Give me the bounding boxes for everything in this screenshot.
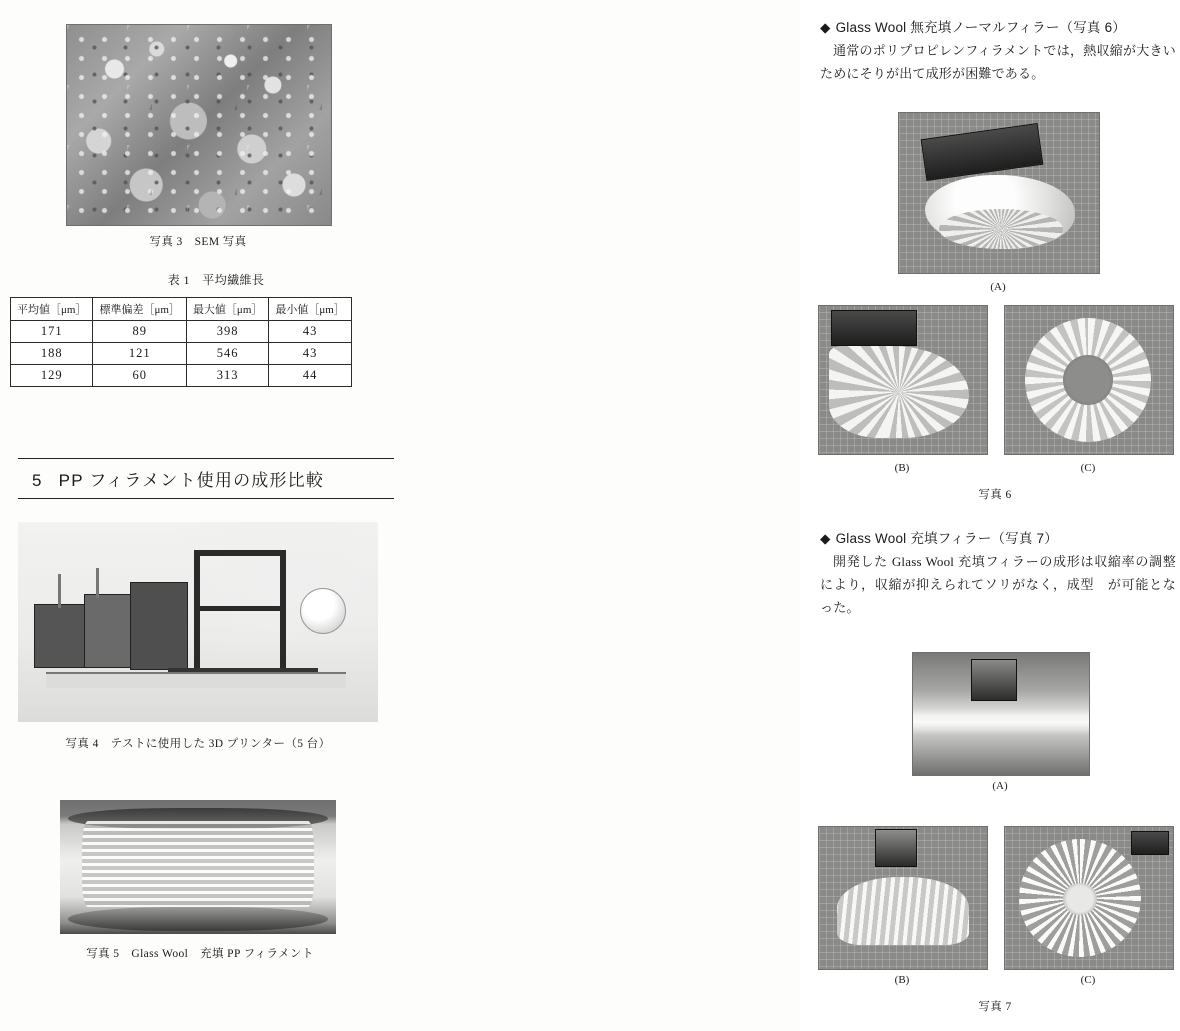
table-header-cell: 最大値［μm］ xyxy=(186,298,268,321)
table-cell: 188 xyxy=(11,343,93,365)
paragraph-2: 開発した Glass Wool 充填フィラーの成形は収縮率の調整により，収縮が抑えられてソリがなく，成型 が可能となった。 xyxy=(820,554,1176,615)
filament-photo-image xyxy=(60,800,336,934)
photo6-caption: 写真 6 xyxy=(978,489,1012,501)
table-header-cell: 平均値［μm］ xyxy=(11,298,93,321)
section-title: PP フィラメント使用の成形比較 xyxy=(58,471,325,490)
printer-unit-1 xyxy=(34,604,88,668)
photo6c-subcaption: (C) xyxy=(1080,462,1096,474)
photo7c-subcaption: (C) xyxy=(1080,974,1096,986)
print-head-block xyxy=(1131,831,1169,855)
table-row xyxy=(11,321,352,343)
table-cell: 43 xyxy=(269,343,351,365)
printer-post-1 xyxy=(58,574,61,608)
table-cell: 43 xyxy=(269,321,351,343)
impeller-hub xyxy=(1063,883,1097,915)
photo6b-image xyxy=(818,305,988,455)
print-head-block xyxy=(875,829,917,867)
photo5-caption: 写真 5 Glass Wool 充填 PP フィラメント xyxy=(86,948,314,960)
printer-unit-2 xyxy=(84,594,132,668)
photo6b-subcaption: (B) xyxy=(894,462,910,474)
printer-gantry xyxy=(194,606,286,611)
photo6a-subcaption: (A) xyxy=(990,281,1006,293)
photo6c-image xyxy=(1004,305,1174,455)
paragraph-1: 通常のポリプロピレンフィラメントでは，熱収縮が大きいためにそりが出て成形が困難である。 xyxy=(820,43,1176,81)
table-row xyxy=(11,365,352,387)
table-header-row xyxy=(11,298,352,321)
bullet-heading-1 xyxy=(820,16,1180,36)
section-number: 5 xyxy=(32,471,43,490)
table-cell: 121 xyxy=(93,343,186,365)
photo7b-subcaption: (B) xyxy=(894,974,910,986)
bullet-heading-2 xyxy=(820,527,1180,547)
printer-post-2 xyxy=(96,568,99,598)
sem-photo-image xyxy=(66,24,332,226)
filament-winding-texture xyxy=(82,821,314,907)
part-ribs xyxy=(939,209,1063,249)
sem-fiber-texture xyxy=(67,25,331,225)
table-cell: 60 xyxy=(93,365,186,387)
bullet-heading-1-text: Glass Wool 無充填ノーマルフィラー（写真 6） xyxy=(835,20,1126,35)
table-cell: 89 xyxy=(93,321,186,343)
printer-unit-3 xyxy=(130,582,188,670)
print-head-block xyxy=(831,310,917,346)
fiber-length-table xyxy=(10,297,352,387)
bullet-heading-2-text: Glass Wool 充填フィラー（写真 7） xyxy=(835,531,1058,546)
photo6a-image xyxy=(898,112,1100,274)
table-cell: 129 xyxy=(11,365,93,387)
photo7b-image xyxy=(818,826,988,970)
table-title: 表 1 平均繊維長 xyxy=(167,273,265,287)
filament-spool xyxy=(300,588,346,634)
photo7c-image xyxy=(1004,826,1174,970)
photo7a-image xyxy=(912,652,1090,776)
spool-rim-bottom xyxy=(68,907,327,931)
printer-table xyxy=(46,672,346,688)
table-cell: 171 xyxy=(11,321,93,343)
diamond-bullet-icon: ◆ xyxy=(820,531,831,546)
left-column xyxy=(0,0,400,1031)
table-header-cell: 標準偏差［μm］ xyxy=(93,298,186,321)
table-cell: 313 xyxy=(186,365,268,387)
print-head-block xyxy=(971,659,1017,701)
table-cell: 44 xyxy=(269,365,351,387)
table-row xyxy=(11,343,352,365)
photo7a-subcaption: (A) xyxy=(992,780,1008,792)
table-cell: 546 xyxy=(186,343,268,365)
ring-part xyxy=(1025,318,1151,442)
table-header-cell: 最小値［μm］ xyxy=(269,298,351,321)
table-cell: 398 xyxy=(186,321,268,343)
printer-frame-top xyxy=(194,550,286,556)
photo3-caption: 写真 3 SEM 写真 xyxy=(149,236,247,248)
right-column xyxy=(400,0,1176,1031)
flat-part xyxy=(913,709,1089,735)
flat-printed-part xyxy=(837,877,969,945)
photo7-caption: 写真 7 xyxy=(978,1001,1012,1013)
printer-photo-image xyxy=(18,522,378,722)
photo4-caption: 写真 4 テストに使用した 3D プリンター（5 台） xyxy=(65,738,331,750)
diamond-bullet-icon: ◆ xyxy=(820,20,831,35)
section-heading xyxy=(18,458,394,499)
